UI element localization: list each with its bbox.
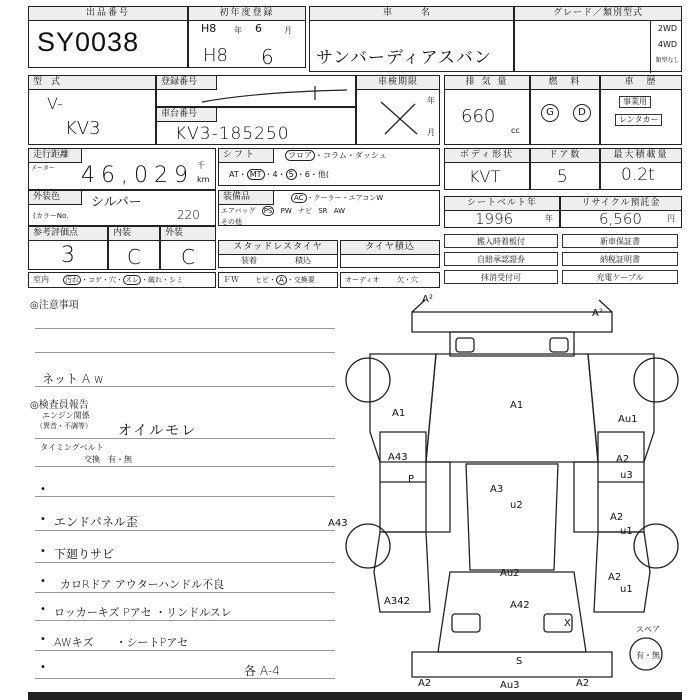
- interior-grade-box: [108, 226, 160, 270]
- audio-options: 欠・穴: [397, 276, 418, 284]
- mark-u3-right: u3: [620, 470, 633, 481]
- room-burn: コゲ: [88, 276, 102, 284]
- model-value: KV3: [65, 118, 101, 139]
- shift-dash: ダッシュ: [354, 151, 387, 160]
- doc-tax-certificate: 納税証明書: [562, 252, 678, 266]
- audio-missing: 欠: [397, 276, 404, 284]
- model-prefix: V-: [47, 94, 63, 113]
- lot-number-box: [28, 6, 188, 68]
- interior-grade-label: 内装: [109, 227, 159, 241]
- doc-charging-cable: 充電ケーブル: [562, 270, 678, 284]
- mark-a1-hood: A1: [510, 400, 524, 411]
- report-line-1: エンドパネル歪: [54, 515, 138, 529]
- color-number-value: 220: [177, 208, 200, 222]
- vehicle-history-label: 車 歴: [601, 76, 681, 90]
- report-rule-3: [35, 592, 335, 593]
- engine-sub-label: （異音・不調等）: [36, 422, 92, 430]
- mark-a2-rear-left: A2: [418, 678, 432, 689]
- seatbelt-year-unit: 年: [545, 214, 553, 223]
- fw-crack: ヒビ: [255, 276, 269, 284]
- equipment-label: 装備品: [219, 191, 274, 205]
- studless-tire-box: [218, 240, 338, 268]
- drive-option-4wd: 4WD: [657, 40, 678, 49]
- caution-handwritten-line: ネット A w: [42, 372, 104, 386]
- shift-options-row2: AT・ MT ・4・ 5 ・6・他(: [229, 170, 329, 179]
- report-rule-2: [35, 562, 335, 563]
- mark-au2-center: Au2: [500, 568, 520, 579]
- max-load-value: 0.2t: [621, 165, 655, 185]
- doc-new-car-warranty: 新車保証書: [562, 234, 678, 248]
- body-shape-label: ボディ形状: [445, 149, 529, 163]
- equip-aircon-w: エアコンW: [348, 194, 384, 202]
- exterior-color-label: 外装色: [29, 191, 82, 205]
- mileage-box: [28, 148, 216, 190]
- studless-tire-label: スタッドレスタイヤ: [219, 241, 337, 255]
- doc-insurance-certificate: 自賠承認證券: [444, 252, 558, 266]
- doc-deregistration: 抹消受付可: [444, 270, 558, 284]
- displacement-box: [444, 75, 530, 145]
- seatbelt-year-label: シートベルト年: [445, 197, 559, 211]
- equip-aw: AW: [333, 207, 346, 215]
- mileage-unit-km: km: [197, 175, 210, 184]
- mark-u2-center: u2: [510, 500, 523, 511]
- windshield-label: ＦＷ: [223, 275, 239, 284]
- lot-number-value: SY0038: [37, 27, 140, 57]
- score-box: [28, 226, 108, 270]
- score-label: 参考評価点: [29, 227, 107, 241]
- inspection-expiry-box: [356, 75, 440, 145]
- engine-value: オイルモレ: [118, 423, 198, 439]
- score-value: 3: [61, 243, 75, 268]
- audio-box: [340, 272, 440, 288]
- fuel-option-gasoline: G: [541, 104, 559, 122]
- room-label: 室内: [33, 275, 49, 284]
- equipment-row1: AC ・クーラー・エアコンW: [291, 193, 383, 203]
- mark-a2-right2: A2: [610, 512, 624, 523]
- lot-number-label: 出品番号: [29, 7, 187, 21]
- exterior-grade-box: [160, 226, 216, 270]
- engine-rule: [35, 438, 335, 439]
- shift-options-row1: フロア ・コラム・ダッシュ: [285, 151, 387, 161]
- doors-value: 5: [557, 167, 568, 187]
- registration-number-box: [156, 75, 356, 107]
- exterior-color-value: シルバー: [91, 195, 142, 210]
- caution-label: ◎注意事項: [30, 300, 79, 311]
- mark-a2-right3: A2: [608, 572, 622, 583]
- car-name-label: 車 名: [310, 7, 513, 21]
- mark-a3-center: A3: [490, 484, 504, 495]
- caution-rule-2: [35, 352, 335, 353]
- report-rule-4: [35, 620, 335, 621]
- shift-column: コラム: [323, 151, 347, 160]
- vehicle-history-box: [600, 75, 682, 145]
- mark-a2-right: A2: [616, 454, 630, 465]
- report-line-6: 各 A-4: [244, 664, 280, 678]
- displacement-label: 排 気 量: [445, 76, 529, 90]
- spare-label: スペア: [636, 625, 660, 634]
- room-hole: 穴: [109, 276, 116, 284]
- car-name-box: [309, 6, 514, 72]
- engine-label: エンジン関係: [42, 411, 90, 420]
- mark-a342-left: A342: [384, 596, 410, 607]
- mark-u1-right2: u1: [620, 584, 633, 595]
- timing-rule: [35, 466, 335, 467]
- exterior-grade-value: C: [181, 245, 195, 269]
- interior-grade-value: C: [127, 245, 141, 269]
- recycle-deposit-box: [560, 196, 682, 228]
- shift-other: 他(: [317, 170, 329, 179]
- tire-loaded-label: タイヤ積込: [341, 241, 439, 255]
- studless-loaded: 積込: [295, 256, 311, 265]
- exterior-grade-label: 外装: [161, 227, 215, 241]
- max-load-label: 最大積載量: [601, 149, 681, 163]
- doors-box: [530, 148, 600, 190]
- inspection-year-unit: 年: [427, 96, 435, 105]
- mark-a1-roof: A²: [422, 294, 433, 305]
- mark-a1-roof-right: A²: [592, 308, 603, 319]
- shift-label: シフト: [219, 149, 274, 163]
- mileage-label: 走行距離: [29, 149, 82, 163]
- mark-a42-rear: A42: [510, 600, 530, 611]
- mark-p-left: P: [408, 474, 415, 485]
- room-options: 汚れ ・コゲ・穴・ スレ ・破れ・シミ: [65, 276, 183, 284]
- first-registration-handwritten-year: H8: [203, 45, 228, 66]
- mark-a43-side: A43: [328, 518, 348, 529]
- report-line-4: ロッカーキズ Pアセ ・リンドルスレ: [54, 606, 232, 619]
- inspector-report-label: ◎検査員報告: [30, 400, 89, 411]
- exterior-color-box: [28, 190, 216, 226]
- shift-6: 6: [304, 170, 310, 179]
- inspection-cross-mark: [377, 98, 422, 138]
- report-bullet-4: •: [40, 604, 46, 615]
- shift-5: 5: [286, 169, 297, 180]
- drive-option-2wd: 2WD: [657, 24, 678, 33]
- mark-u1-right: u1: [620, 526, 633, 537]
- mark-s-rear: S: [516, 656, 523, 667]
- meter-label: メーター: [31, 165, 56, 172]
- equipment-row2: [221, 206, 345, 216]
- model-box: [28, 75, 156, 145]
- mileage-unit-thousand: 千: [197, 161, 205, 170]
- doc-delivery-plate: 搬入時着板付: [444, 234, 558, 248]
- recycle-deposit-label: リサイクル預託金: [561, 197, 681, 211]
- doors-label: ドア数: [531, 149, 599, 163]
- caution-rule-1: [35, 328, 335, 329]
- chassis-number-label: 車台番号: [157, 108, 217, 122]
- equip-pw: PW: [280, 207, 292, 215]
- shift-4: 4: [272, 170, 278, 179]
- report-line-3: カロRドア アウターハンドル不良: [60, 578, 225, 591]
- chassis-number-box: [156, 107, 356, 145]
- mark-a41-right: Au1: [618, 414, 638, 425]
- room-scuff: スレ: [125, 276, 139, 284]
- report-bullet-1: •: [40, 514, 46, 525]
- report-bullet-0: •: [40, 484, 46, 495]
- shift-at: AT: [229, 170, 239, 179]
- studless-mounted: 装着: [241, 256, 257, 265]
- fuel-box: [530, 75, 600, 145]
- tire-loaded-box: [340, 240, 440, 268]
- recycle-yen-unit: 円: [667, 214, 675, 223]
- seatbelt-year-box: [444, 196, 560, 228]
- room-stain: シミ: [169, 276, 183, 284]
- equip-ps: PS: [263, 207, 273, 215]
- registration-number-label: 登録番号: [157, 76, 217, 90]
- report-line-2: 下廻りサビ: [54, 547, 115, 561]
- first-registration-label: 初年度登録: [189, 7, 305, 21]
- history-business-use: 事業用: [619, 96, 651, 108]
- mark-x-rear: X: [564, 618, 571, 629]
- body-shape-box: [444, 148, 530, 190]
- mark-au3-rear: Au3: [500, 680, 520, 691]
- report-bullet-5: •: [40, 634, 46, 645]
- fw-grade: A: [276, 275, 287, 285]
- mileage-value: 46,029: [81, 163, 194, 188]
- grade-label: グレード／類別型式: [515, 7, 681, 21]
- mark-a43-left: A43: [388, 452, 408, 463]
- mark-a2-rear-right: A2: [576, 678, 590, 689]
- report-rule-6: [35, 678, 335, 679]
- fuel-option-diesel: D: [573, 104, 591, 122]
- first-registration-box: [188, 6, 306, 68]
- chassis-number-value: KV3-185250: [175, 124, 290, 144]
- drive-options: [650, 20, 684, 73]
- timing-belt-options: 交換 有・無: [84, 455, 132, 464]
- body-shape-value: KVT: [469, 167, 501, 186]
- equipment-other-label: その他: [221, 218, 242, 226]
- room-dirt: 汚れ: [65, 276, 79, 284]
- equip-cooler: クーラー: [313, 194, 342, 202]
- timing-belt-label: タイミングベルト: [40, 443, 104, 452]
- fw-replace: 交換要: [293, 276, 315, 284]
- report-rule-1: [35, 530, 335, 531]
- report-bullet-6: •: [40, 662, 46, 673]
- drive-option-none: 類型なし: [655, 57, 680, 64]
- inspection-month-unit: 月: [427, 128, 435, 137]
- audio-label: オーディオ: [345, 276, 380, 284]
- first-registration-month: 6: [255, 22, 262, 35]
- displacement-value: 660: [461, 106, 496, 127]
- shift-mt: MT: [247, 169, 265, 180]
- seatbelt-year-value: 1996: [475, 210, 514, 228]
- first-registration-handwritten-month: 6: [261, 45, 274, 69]
- month-unit: 月: [284, 26, 292, 35]
- displacement-unit: cc: [511, 126, 520, 135]
- equip-sr: SR: [318, 207, 328, 215]
- year-unit: 年: [234, 26, 242, 35]
- mark-a1-left: A1: [392, 408, 406, 419]
- report-bullet-2: •: [40, 546, 46, 557]
- report-line-5: AWキズ ・シートPアセ: [54, 636, 189, 649]
- history-rental-car: レンタカー: [615, 114, 662, 126]
- equip-airbag: エアバッグ: [221, 207, 256, 215]
- room-condition-box: [28, 272, 216, 288]
- registration-strike-line: [197, 86, 357, 106]
- windshield-box: [218, 272, 338, 288]
- caution-rule-3: [35, 386, 335, 387]
- report-rule-5: [35, 650, 335, 651]
- windshield-options: ヒビ・ A ・交換要: [255, 276, 315, 284]
- max-load-box: [600, 148, 682, 190]
- documents-box: [444, 230, 682, 288]
- car-name-value: サンバーディアスバン: [316, 48, 492, 68]
- grade-box: [514, 6, 682, 72]
- recycle-deposit-value: 6,560: [599, 210, 642, 228]
- model-label: 型 式: [29, 76, 155, 90]
- vehicle-diagram: [328, 292, 685, 692]
- report-bullet-3: •: [40, 576, 46, 587]
- equip-navi: ナビ: [297, 207, 312, 215]
- fuel-label: 燃 料: [531, 76, 599, 90]
- audio-hole: 穴: [411, 276, 418, 284]
- spare-value: 有・無: [636, 651, 660, 660]
- bottom-strip: [28, 692, 682, 700]
- shift-box: [218, 148, 440, 186]
- equipment-box: [218, 190, 440, 226]
- color-number-label: (カラーNo.: [33, 212, 69, 220]
- first-registration-era: H8: [201, 22, 217, 35]
- shift-floor: フロア: [285, 150, 315, 161]
- inspection-expiry-label: 車検期限: [357, 76, 439, 90]
- equip-ac: AC: [291, 193, 307, 203]
- report-rule-0: [35, 496, 335, 497]
- room-tear: 破れ: [148, 276, 162, 284]
